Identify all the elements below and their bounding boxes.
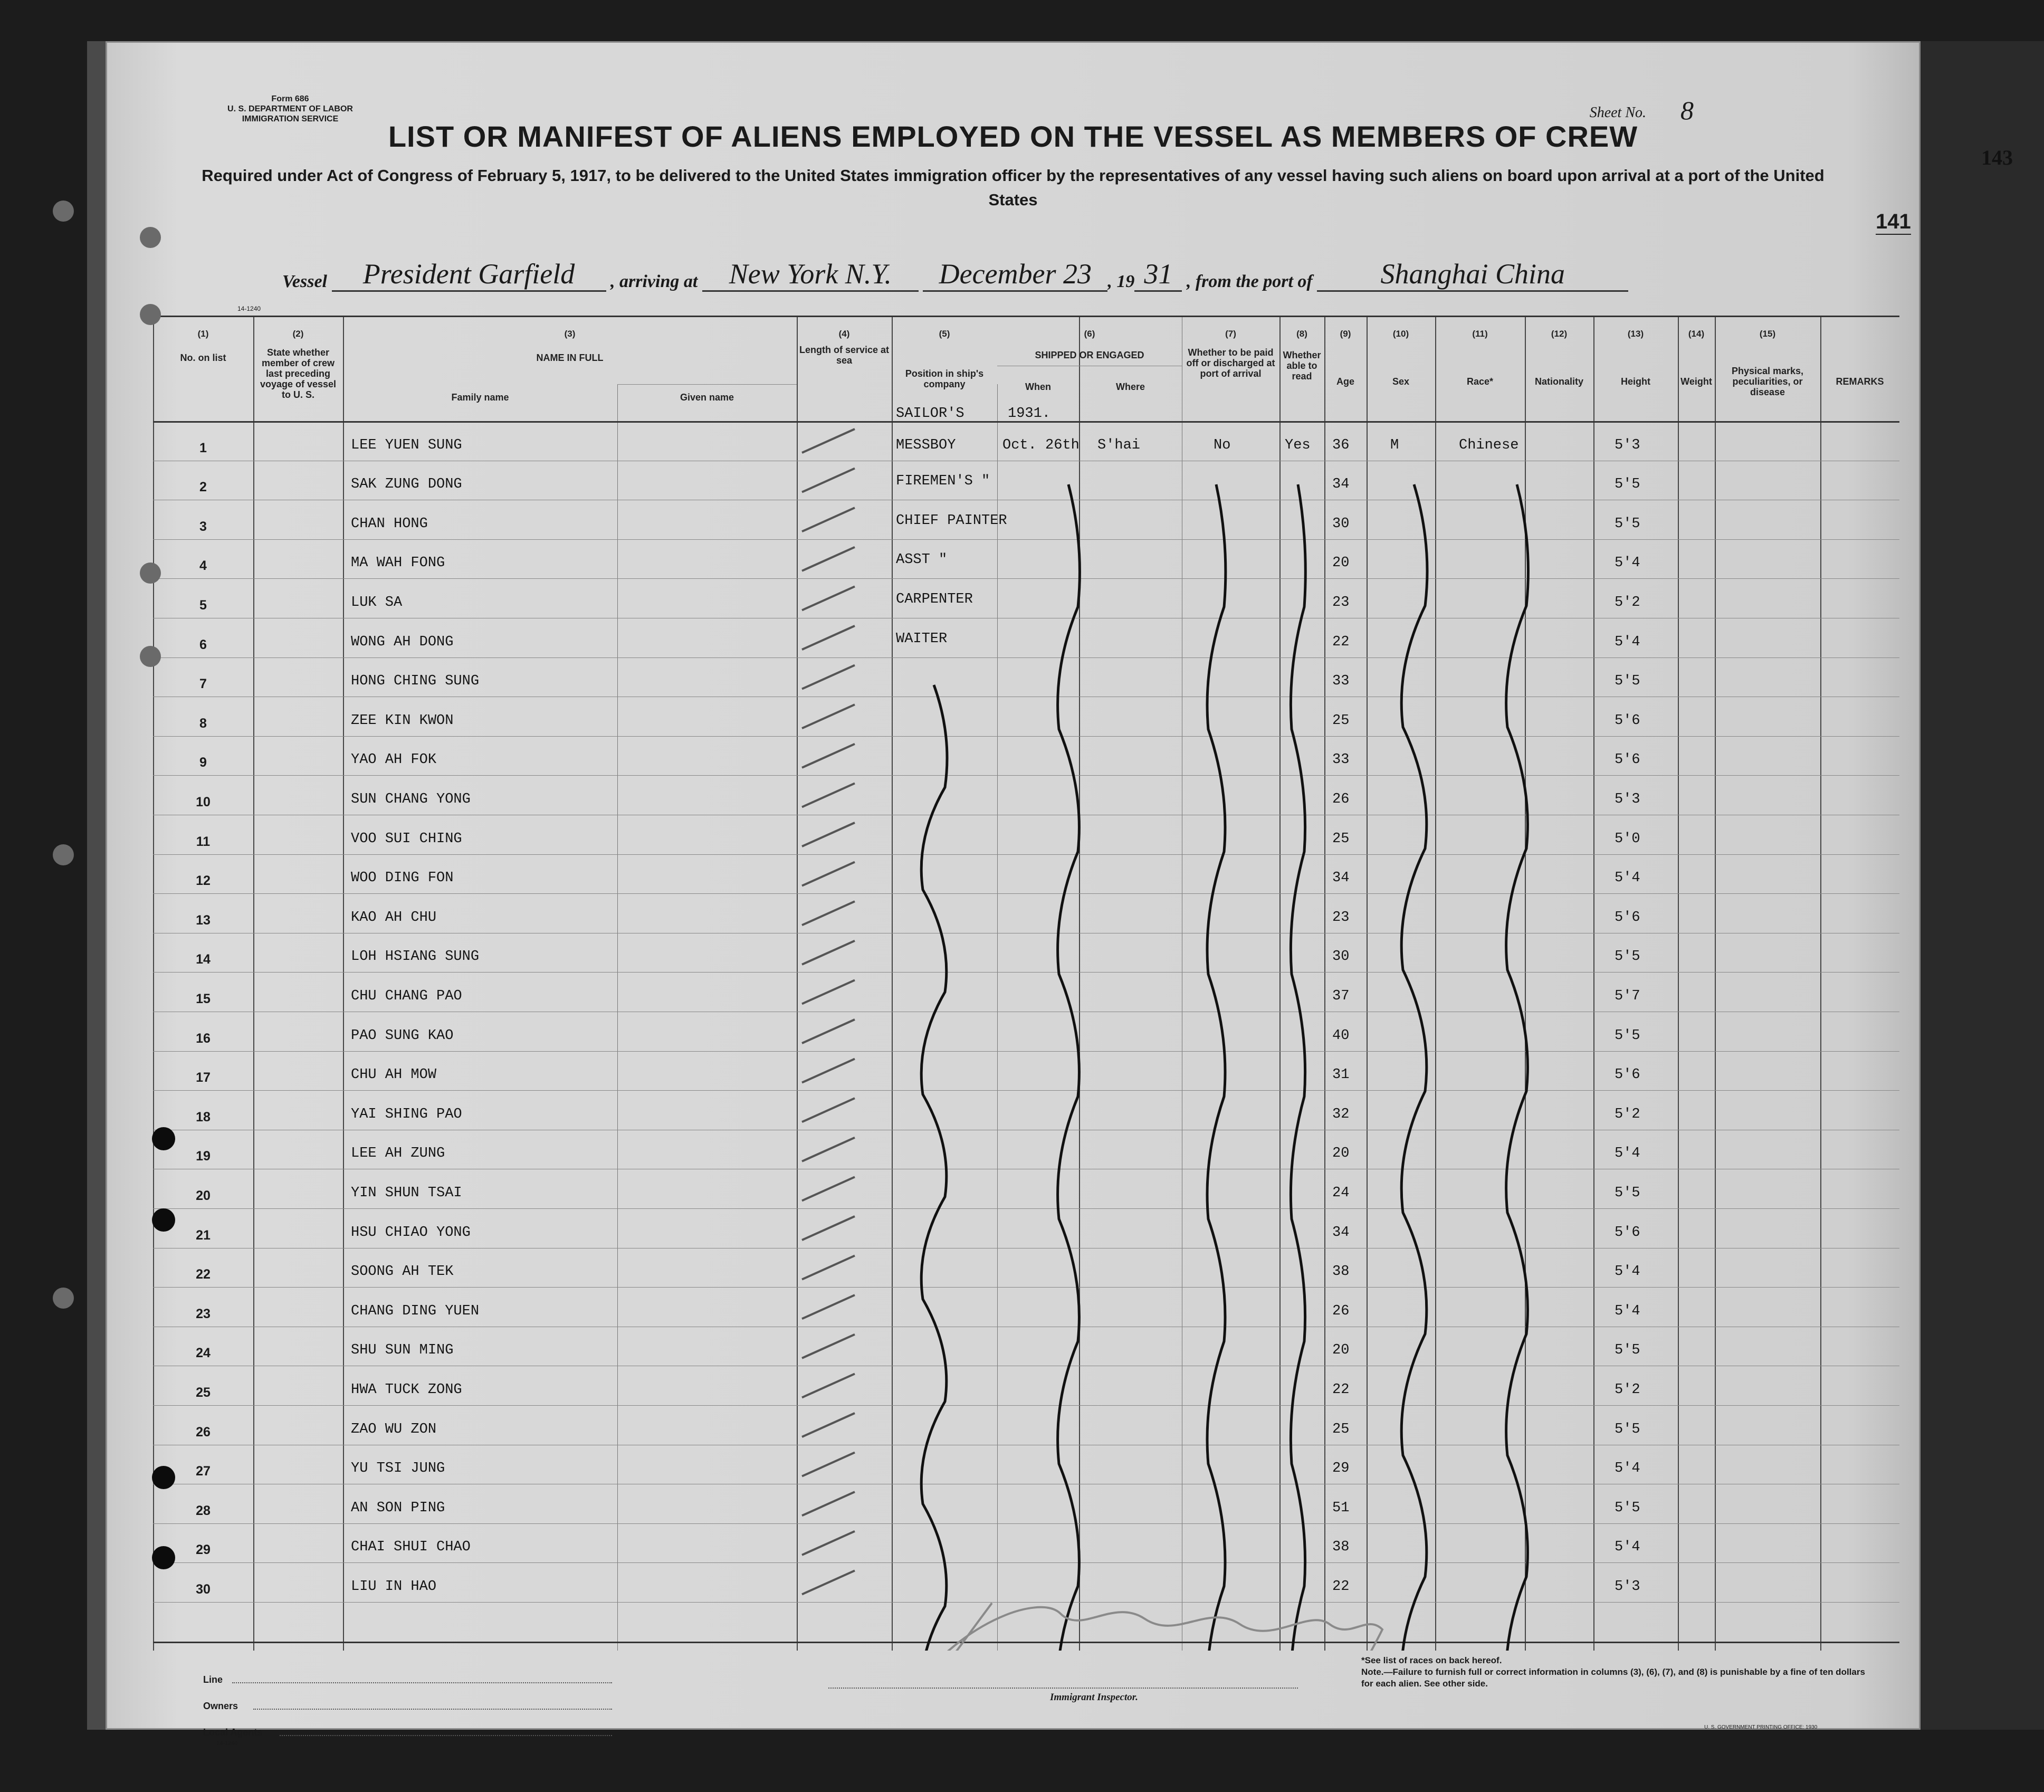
page-edge-right [1921,41,2044,1730]
header-remarks: REMARKS [1836,376,1884,387]
footnote [1361,1655,1868,1690]
column-number: (3) [564,329,576,339]
header-length-of-service: Length of service at sea [799,345,890,366]
crew-height: 5'4 [1615,1264,1640,1280]
column-number: (8) [1296,329,1307,339]
crew-family-name: CHAN HONG [351,516,428,532]
column-number: (13) [1627,329,1644,339]
crew-family-name: LUK SA [351,595,403,611]
crew-height: 5'5 [1615,1342,1640,1359]
arriving-label: , arriving at [610,272,698,291]
arrival-year: 31 [1134,258,1182,292]
from-port-label: , from the port of [1186,272,1313,291]
punch-hole [152,1127,175,1150]
ditto-check-mark [802,1177,855,1200]
crew-height: 5'2 [1615,1106,1640,1122]
crew-position: ASST " [896,552,948,568]
ditto-check-mark [802,901,855,925]
ditto-check-mark [802,862,855,886]
crew-family-name: YAI SHING PAO [351,1106,462,1122]
crew-age: 34 [1332,476,1350,493]
owners-label: Owners [203,1701,238,1711]
header-given-name: Given name [680,392,734,403]
ditto-check-mark [802,1413,855,1437]
crew-height: 5'6 [1615,1224,1640,1241]
crew-family-name: SUN CHANG YONG [351,792,471,807]
column-number: (6) [1084,329,1095,339]
crew-position-line2: MESSBOY [896,437,956,453]
crew-family-name: HSU CHIAO YONG [351,1224,471,1241]
crew-height: 5'3 [1615,792,1640,807]
row-number: 20 [196,1188,211,1203]
crew-age: 23 [1332,909,1350,926]
crew-height: 5'0 [1615,831,1640,847]
punch-hole [152,1208,175,1232]
row-number: 3 [199,519,207,534]
footnote-races: *See list of races on back hereof. [1361,1655,1502,1665]
row-number: 11 [196,834,211,849]
printer-credit: U. S. GOVERNMENT PRINTING OFFICE: 1930 [1704,1724,1818,1730]
crew-family-name: CHAI SHUI CHAO [351,1539,471,1556]
row-number: 25 [196,1385,211,1400]
ditto-check-mark [802,941,855,965]
crew-age: 36 [1332,437,1350,453]
crew-table [153,316,1899,1651]
crew-family-name: LOH HSIANG SUNG [351,949,480,965]
header-height: Height [1621,376,1650,387]
crew-age: 26 [1332,792,1350,807]
crew-height: 5'2 [1615,1382,1640,1398]
crew-family-name: HWA TUCK ZONG [351,1382,462,1398]
header-sex: Sex [1392,376,1410,387]
crew-position-line1: SAILOR'S [896,405,964,422]
paid-off-value: No [1214,437,1231,453]
header-where: Where [1115,382,1145,392]
crew-family-name: SAK ZUNG DONG [351,476,462,493]
row-number: 18 [196,1109,211,1124]
inspector-signature [907,1603,1382,1651]
crew-family-name: MA WAH FONG [351,555,445,571]
crew-height: 5'5 [1615,1421,1640,1437]
row-number: 7 [199,676,207,692]
crew-position: FIREMEN'S " [896,473,990,490]
crew-height: 5'5 [1615,1027,1640,1044]
ditto-check-mark [802,704,855,728]
crew-family-name: AN SON PING [351,1500,445,1516]
ditto-check-mark [802,429,855,453]
ditto-line-sex [1401,484,1427,1651]
header-weight: Weight [1680,376,1712,387]
column-number: (14) [1688,329,1705,339]
crew-family-name: LIU IN HAO [351,1579,437,1595]
header-position: Position in ship's company [905,368,984,389]
row-number: 14 [196,952,211,967]
crew-family-name: CHU CHANG PAO [351,988,462,1004]
crew-age: 25 [1332,1421,1350,1437]
row-number: 12 [196,873,211,889]
crew-height: 5'5 [1615,949,1640,965]
header-no-on-list: No. on list [180,352,226,363]
row-number: 26 [196,1424,211,1440]
crew-family-name: LEE YUEN SUNG [351,437,462,453]
crew-family-name: WONG AH DONG [351,634,454,650]
shipped-where: S'hai [1097,437,1141,453]
crew-age: 24 [1332,1185,1350,1201]
header-name-in-full: NAME IN FULL [536,352,604,363]
column-number: (12) [1551,329,1568,339]
header-physical-marks: Physical marks, peculiarities, or disease [1731,366,1804,397]
crew-family-name: LEE AH ZUNG [351,1146,445,1162]
punch-hole [140,304,161,325]
crew-family-name: VOO SUI CHING [351,831,462,847]
crew-age: 29 [1332,1461,1350,1477]
row-number: 8 [199,716,207,731]
ditto-check-mark [802,1216,855,1240]
column-number: (10) [1392,329,1409,339]
ditto-check-mark [802,1019,855,1043]
punch-hole [152,1546,175,1569]
page-edge-left [87,41,106,1730]
arrival-port: New York N.Y. [702,258,919,292]
header-family-name: Family name [451,392,509,403]
row-number: 2 [199,480,207,495]
ditto-line-paid-off [1207,484,1226,1651]
local-agents-label: Local Agents [203,1727,263,1738]
crew-age: 37 [1332,988,1350,1004]
column-number: (2) [292,329,304,339]
crew-position: CHIEF PAINTER [896,512,1007,529]
line-label: Line [203,1674,223,1685]
row-number: 19 [196,1149,211,1164]
manifest-title: LIST OR MANIFEST OF ALIENS EMPLOYED ON THE VESSEL AS MEMBERS OF CREW [388,120,1638,153]
crew-height: 5'5 [1615,673,1640,690]
ditto-check-mark [802,547,855,571]
vessel-name: President Garfield [332,258,606,292]
able-to-read-value: Yes [1285,437,1311,453]
punch-hole [140,227,161,248]
column-number: (9) [1340,329,1351,339]
inspector-label: Immigrant Inspector. [1050,1692,1138,1703]
header-paid-off: Whether to be paid off or discharged at port of arrival [1186,347,1275,379]
row-number: 24 [196,1346,211,1361]
crew-family-name: YU TSI JUNG [351,1461,445,1477]
manifest-sheet [106,41,1921,1747]
row-number: 1 [199,440,207,455]
form-code: 14-1240 [237,305,261,312]
shipped-when-date: Oct. 26th [1002,437,1080,453]
header-age: Age [1336,376,1354,387]
ditto-check-mark [802,1138,855,1161]
crew-family-name: PAO SUNG KAO [351,1027,454,1044]
row-number: 29 [196,1542,211,1558]
agents-code: 14-1240 [216,1740,238,1747]
crew-age: 20 [1332,1342,1350,1359]
ditto-check-mark [802,783,855,807]
row-number: 22 [196,1267,211,1282]
ditto-check-mark [802,469,855,492]
arrival-date: December 23 [923,258,1107,292]
punch-hole [140,646,161,667]
crew-family-name: WOO DING FON [351,870,454,887]
crew-height: 5'4 [1615,634,1640,650]
header-shipped-or-engaged: SHIPPED OR ENGAGED [1035,350,1144,360]
crew-height: 5'6 [1615,909,1640,926]
crew-family-name: ZEE KIN KWON [351,712,454,729]
crew-height: 5'6 [1615,752,1640,768]
crew-height: 5'4 [1615,1146,1640,1162]
crew-height: 5'4 [1615,1461,1640,1477]
departure-port: Shanghai China [1317,258,1628,292]
punch-hole [152,1466,175,1489]
crew-height: 5'4 [1615,555,1640,571]
crew-height: 5'4 [1615,1303,1640,1319]
form-service: IMMIGRATION SERVICE [242,115,339,123]
ditto-check-mark [802,1492,855,1515]
footnote-penalty: Note.—Failure to furnish full or correct information in columns (3), (6), (7), and (8) is punishable by a fine of ten dollars for each alien. See other side. [1361,1667,1865,1689]
form-department: U. S. DEPARTMENT OF LABOR [227,104,353,113]
ditto-check-mark [802,508,855,531]
row-number: 28 [196,1503,211,1518]
ditto-check-mark [802,1453,855,1476]
crew-age: 34 [1332,1224,1350,1241]
ditto-check-mark [802,823,855,846]
year-prefix: , 19 [1107,272,1135,291]
crew-height: 5'6 [1615,712,1640,729]
ditto-line-position [921,685,947,1651]
crew-age: 26 [1332,1303,1350,1319]
header-when: When [1025,382,1051,392]
page-number: 141 [1876,210,1911,235]
crew-age: 22 [1332,1579,1350,1595]
crew-height: 5'4 [1615,1539,1640,1556]
row-number: 4 [199,558,207,574]
crew-age: 34 [1332,870,1350,887]
row-number: 23 [196,1306,211,1321]
header-nationality: Nationality [1534,376,1583,387]
punch-hole [53,1288,74,1309]
punch-hole [53,201,74,222]
crew-height: 5'5 [1615,1500,1640,1516]
line-field [232,1682,612,1683]
row-number: 16 [196,1031,211,1046]
row-number: 10 [196,795,211,809]
row-number: 21 [196,1227,211,1243]
crew-height: 5'3 [1615,1579,1640,1595]
race-value: Chinese [1459,437,1519,453]
crew-age: 22 [1332,634,1350,650]
crew-age: 31 [1332,1067,1350,1083]
ditto-check-mark [802,1059,855,1083]
crew-position: CARPENTER [896,592,973,607]
crew-age: 25 [1332,831,1350,847]
crew-position: WAITER [896,631,948,647]
crew-family-name: HONG CHING SUNG [351,673,480,690]
ditto-check-mark [802,1570,855,1594]
column-number: (5) [939,329,950,339]
crew-family-name: SHU SUN MING [351,1342,454,1359]
crew-family-name: ZAO WU ZON [351,1421,437,1437]
row-number: 30 [196,1582,211,1597]
ditto-check-mark [802,626,855,650]
owners-field [253,1709,612,1710]
shipped-when-year: 1931. [1008,405,1051,422]
crew-height: 5'5 [1615,516,1640,532]
ditto-line-read [1291,484,1305,1651]
column-number: (11) [1472,329,1488,339]
crew-age: 22 [1332,1382,1350,1398]
crew-family-name: YAO AH FOK [351,752,437,768]
crew-age: 20 [1332,1146,1350,1162]
crew-age: 38 [1332,1264,1350,1280]
crew-height: 5'5 [1615,1185,1640,1201]
handwritten-ditto-marks [153,316,1899,1651]
crew-age: 30 [1332,949,1350,965]
inspector-line [828,1688,1298,1689]
row-number: 27 [196,1464,211,1479]
crew-height: 5'2 [1615,595,1640,611]
column-number: (15) [1759,329,1776,339]
margin-number: 143 [1981,146,2013,169]
column-number: (4) [838,329,850,339]
header-state-whether: State whether member of crew last preceding voyage of vessel to U. S. [260,347,337,400]
crew-family-name: CHANG DING YUEN [351,1303,480,1319]
crew-age: 30 [1332,516,1350,532]
manifest-subtitle: Required under Act of Congress of February 5, 1917, to be delivered to the United States immigration officer by the representatives of any vessel having such aliens on board upon arrival at a port of the United States [202,166,1825,209]
ditto-check-mark [802,1335,855,1358]
crew-height: 5'4 [1615,870,1640,887]
crew-height: 5'5 [1615,476,1640,493]
column-number: (7) [1225,329,1236,339]
crew-age: 40 [1332,1027,1350,1044]
column-number: (1) [197,329,209,339]
form-number: Form 686 [271,94,309,103]
crew-age: 25 [1332,712,1350,729]
row-number: 17 [196,1070,211,1085]
ditto-check-mark [802,744,855,768]
punch-hole [53,844,74,865]
row-number: 9 [199,755,207,770]
sheet-number-label: Sheet No. [1589,104,1646,121]
crew-height: 5'7 [1615,988,1640,1004]
punch-hole [140,563,161,584]
crew-age: 33 [1332,673,1350,690]
ditto-check-mark [802,586,855,610]
crew-age: 33 [1332,752,1350,768]
ditto-check-mark [802,665,855,689]
crew-family-name: SOONG AH TEK [351,1264,454,1280]
row-number: 15 [196,992,211,1006]
crew-family-name: YIN SHUN TSAI [351,1185,462,1201]
row-number: 13 [196,912,211,928]
crew-height: 5'6 [1615,1067,1640,1083]
ditto-line-shipped [1058,484,1080,1651]
ditto-check-mark [802,1098,855,1122]
crew-height: 5'3 [1615,437,1640,453]
crew-age: 51 [1332,1500,1350,1516]
header-race: Race* [1466,376,1494,387]
ditto-check-mark [802,1256,855,1280]
crew-age: 32 [1332,1106,1350,1122]
sheet-number-value: 8 [1680,96,1694,125]
crew-age: 23 [1332,595,1350,611]
row-number: 5 [199,598,207,613]
row-number: 6 [199,637,207,652]
ditto-line-race [1506,484,1529,1651]
local-agents-field [280,1735,612,1736]
sex-value: M [1390,437,1399,453]
crew-family-name: CHU AH MOW [351,1067,437,1083]
ditto-check-mark [802,1531,855,1555]
ditto-check-mark [802,1295,855,1319]
voyage-line [282,258,1628,289]
ditto-check-mark [802,980,855,1004]
vessel-label: Vessel [282,272,327,291]
ditto-check-mark [802,1374,855,1397]
crew-age: 20 [1332,555,1350,571]
crew-family-name: KAO AH CHU [351,909,437,926]
crew-age: 38 [1332,1539,1350,1556]
header-able-to-read: Whether able to read [1283,350,1321,382]
